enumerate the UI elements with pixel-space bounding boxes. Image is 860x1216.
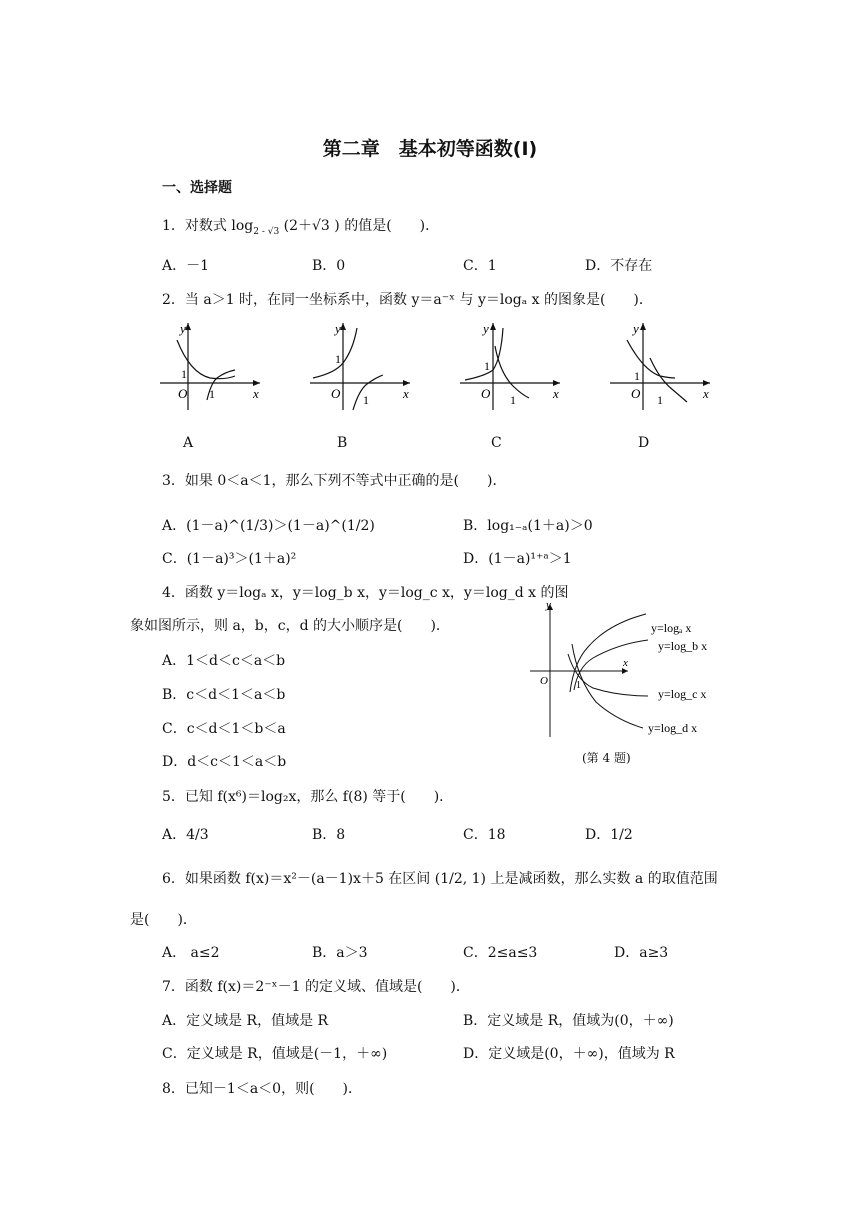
question-6-stem-line2: 是( )． (130, 912, 197, 928)
graph-a-y-label: y (180, 321, 186, 336)
q4-option-a[interactable]: A．1＜d＜c＜a＜b (162, 653, 286, 669)
q4-option-b[interactable]: B．c＜d＜1＜a＜b (162, 687, 286, 703)
graph-d-y-label: y (633, 321, 639, 336)
q1-log-base: 2 - √3 (253, 226, 280, 237)
q1-option-c[interactable]: C．1 (463, 258, 497, 274)
q5-option-c[interactable]: C．18 (463, 827, 506, 843)
graph-c-one-y: 1 (484, 359, 490, 373)
graph-b-x-label: x (403, 386, 409, 401)
q7-option-b[interactable]: B．定义域是 R，值域为(0，＋∞) (463, 1013, 674, 1029)
q4-option-c[interactable]: C．c＜d＜1＜b＜a (162, 721, 286, 737)
graph-c-y-label: y (483, 321, 489, 336)
q1-stem-a: 1．对数式 log (162, 218, 254, 234)
q4-y-label: y (546, 599, 551, 611)
q7-option-a[interactable]: A．定义域是 R，值域是 R (162, 1013, 329, 1029)
graph-d-caption: D (638, 435, 650, 451)
q4-label-d: y=log_d x (648, 721, 698, 735)
q6-option-d[interactable]: D．a≥3 (614, 945, 669, 961)
graph-b-y-label: y (335, 321, 341, 336)
graph-a-x-label: x (253, 386, 259, 401)
q2-graph-b[interactable] (305, 318, 415, 413)
q4-origin: O (540, 675, 548, 687)
q5-option-d[interactable]: D．1/2 (585, 827, 633, 843)
graph-c-x-label: x (553, 386, 559, 401)
graph-d-one-y: 1 (634, 369, 640, 383)
q3-option-d[interactable]: D．(1－a)¹⁺ᵃ＞1 (463, 551, 572, 567)
page-title: 第二章 基本初等函数(Ⅰ) (322, 138, 538, 160)
graph-b-caption: B (337, 435, 348, 451)
question-3-stem: 3．如果 0＜a＜1，那么下列不等式中正确的是( )． (162, 473, 507, 489)
question-5-stem: 5．已知 f(x⁶)＝log₂x，那么 f(8) 等于( )． (162, 789, 454, 805)
q1-option-d[interactable]: D．不存在 (585, 258, 653, 274)
question-4-stem-line1: 4．函数 y＝logₐ x，y＝log_b x，y＝log_c x，y＝log_d x 的图 (162, 585, 569, 601)
q3-option-a[interactable]: A．(1－a)^(1/3)＞(1－a)^(1/2) (162, 518, 375, 534)
q4-label-b: y=log_b x (658, 639, 708, 653)
q6-option-b[interactable]: B．a＞3 (312, 945, 368, 961)
question-1-stem (162, 215, 439, 237)
q4-one: 1 (576, 680, 581, 691)
graph-d-origin: O (631, 386, 641, 401)
graph-c-caption: C (491, 435, 502, 451)
graph-d-x-label: x (703, 386, 709, 401)
graph-a-caption: A (183, 435, 194, 451)
q2-graph-a[interactable] (155, 318, 265, 413)
question-6-stem-line1: 6．如果函数 f(x)＝x²－(a－1)x＋5 在区间 (1/2, 1) 上是减函数，那么实数 a 的取值范围 (162, 871, 718, 887)
question-2-stem: 2．当 a＞1 时，在同一坐标系中，函数 y＝a⁻ˣ 与 y＝logₐ x 的图象是( )． (162, 292, 653, 308)
q3-option-b[interactable]: B．log₁₋ₐ(1＋a)＞0 (463, 518, 593, 534)
question-4-stem-line2: 象如图所示，则 a，b，c，d 的大小顺序是( )． (130, 618, 450, 634)
q6-option-a[interactable]: A． a≤2 (162, 945, 220, 961)
graph-b-origin: O (331, 386, 341, 401)
q1-option-b[interactable]: B．0 (312, 258, 346, 274)
q3-option-c[interactable]: C．(1－a)³＞(1＋a)² (162, 551, 297, 567)
question-8-stem: 8．已知－1＜a＜0，则( )． (162, 1081, 362, 1097)
q4-label-c: y=log_c x (658, 687, 707, 701)
graph-a-one-x: 1 (209, 387, 215, 401)
q6-option-c[interactable]: C．2≤a≤3 (463, 945, 538, 961)
q1-option-a[interactable]: A．－1 (162, 258, 210, 274)
q7-option-c[interactable]: C．定义域是 R，值域是(－1，＋∞) (162, 1046, 388, 1062)
section-heading: 一、选择题 (162, 180, 232, 196)
graph-b-one-y: 1 (335, 352, 341, 366)
graph-d-one-x: 1 (657, 393, 663, 407)
q5-option-b[interactable]: B．8 (312, 827, 346, 843)
q2-graph-d[interactable] (605, 318, 715, 413)
graph-a-origin: O (178, 386, 188, 401)
graph-a-one-y: 1 (181, 367, 187, 381)
q4-option-d[interactable]: D．d＜c＜1＜a＜b (162, 754, 287, 770)
q4-figure-caption: (第 4 题) (582, 751, 631, 765)
graph-c-origin: O (481, 386, 491, 401)
q4-label-a: y=logₐ x (651, 621, 692, 635)
q4-figure (528, 592, 718, 742)
q1-stem-b: (2＋√3 ) 的值是( )． (283, 218, 440, 234)
q4-x-label: x (623, 657, 628, 669)
q5-option-a[interactable]: A．4/3 (162, 827, 209, 843)
q7-option-d[interactable]: D．定义域是(0，＋∞)，值域为 R (463, 1046, 675, 1062)
q2-graph-c[interactable] (455, 318, 565, 413)
graph-c-one-x: 1 (510, 393, 516, 407)
graph-b-one-x: 1 (363, 393, 369, 407)
question-7-stem: 7．函数 f(x)＝2⁻ˣ－1 的定义域、值域是( )． (162, 979, 470, 995)
